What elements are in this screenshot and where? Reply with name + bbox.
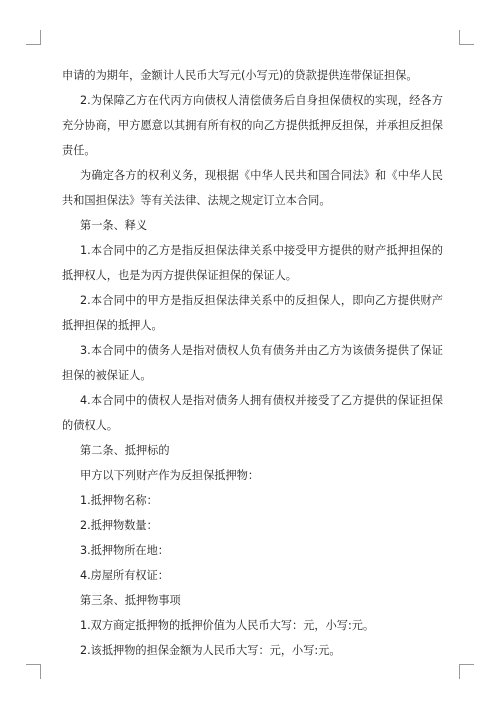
paragraph: 为确定各方的权利义务，现根据《中华人民共和国合同法》和《中华人民共和国担保法》等有关法律、法规之规定订立本合同。 — [62, 169, 443, 207]
document-body — [62, 63, 443, 663]
section-heading: 第一条、释义 — [80, 219, 148, 232]
list-item: 1.抵押物名称： — [80, 494, 158, 507]
list-item: 3.抵押物所在地： — [80, 544, 169, 557]
paragraph: 2.为保障乙方在代丙方向债权人清偿债务后自身担保债权的实现，经各方充分协商，甲方愿意以其拥有所有权的向乙方提供抵押反担保，并承担反担保责任。 — [62, 94, 443, 157]
crop-mark-bottom-right — [459, 664, 474, 679]
paragraph: 甲方以下列财产作为反担保抵押物： — [80, 469, 260, 482]
crop-mark-bottom-left — [26, 664, 41, 679]
crop-mark-top-left — [26, 30, 41, 45]
paragraph: 3.本合同中的债务人是指对债权人负有债务并由乙方为该债务提供了保证担保的被保证人。 — [62, 344, 443, 382]
paragraph: 2.本合同中的甲方是指反担保法律关系中的反担保人，即向乙方提供财产抵押担保的抵押人。 — [62, 294, 443, 332]
list-item: 2.抵押物数量： — [80, 519, 158, 532]
paragraph: 4.本合同中的债权人是指对债务人拥有债权并接受了乙方提供的保证担保的债权人。 — [62, 394, 443, 432]
list-item: 1.双方商定抵押物的抵押价值为人民币大写：元，小写:元。 — [80, 619, 375, 632]
section-heading: 第二条、抵押标的 — [80, 444, 170, 457]
paragraph: 1.本合同中的乙方是指反担保法律关系中接受甲方提供的财产抵押担保的抵押权人，也是为丙方提供保证担保的保证人。 — [62, 244, 443, 282]
list-item: 4.房屋所有权证： — [80, 569, 169, 582]
list-item: 2.该抵押物的担保金额为人民币大写：元，小写:元。 — [80, 644, 341, 657]
section-heading: 第三条、抵押物事项 — [80, 594, 181, 607]
paragraph: 申请的为期年，金额计人民币大写元(小写元)的贷款提供连带保证担保。 — [62, 69, 418, 82]
crop-mark-top-right — [459, 30, 474, 45]
